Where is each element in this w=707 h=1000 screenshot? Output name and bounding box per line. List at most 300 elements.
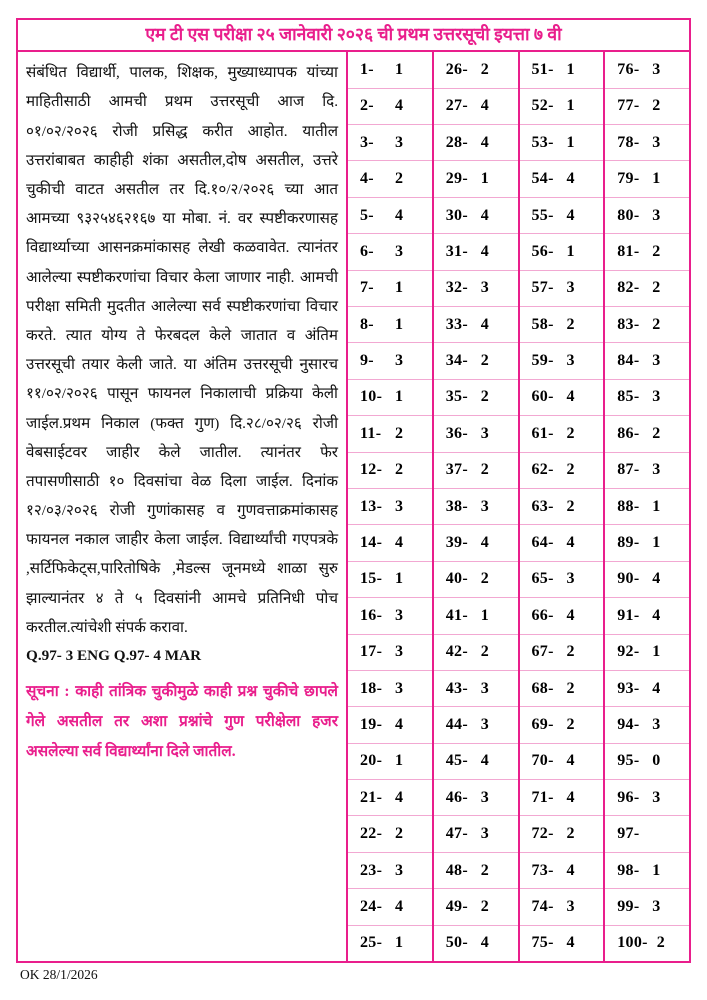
answer-value: 2: [395, 825, 404, 843]
question-number: 26-: [445, 60, 468, 78]
question-number: 68-: [531, 679, 554, 697]
question-number: 73-: [531, 861, 554, 879]
answer-key-sheet: [16, 18, 691, 963]
question-number: 95-: [617, 752, 640, 770]
answer-value: 1: [652, 643, 661, 661]
answer-value: 2: [652, 279, 661, 297]
question-number: 83-: [617, 315, 640, 333]
question-number: 48-: [445, 861, 468, 879]
notice-column: [18, 52, 348, 961]
notice-paragraph: संबंधित विद्यार्थी, पालक, शिक्षक, मुख्याध्यापक यांच्या माहितीसाठी आमची प्रथम उत्तरसूची आज दि. ०१/०२/२०२६ रोजी प्रसिद्ध करीत आहोत. यातील उत्तरांबाबत काहीही शंका असतील,दोष असतील, उत्तरे चुकीची वाटत असतील तर दि.१०/२/२०२६ च्या आत आमच्या ९३२५४६२१६७ या मोबा. नं. वर स्पष्टीकरणासह विद्यार्थ्याच्या आसनक्रमांकासह लेखी कळवावेत. त्यानंतर आलेल्या स्पष्टीकरणांचा विचार केला जाणार नाही. आमची परीक्षा समिती मुदतीत आलेल्या सर्व स्पष्टीकरणांचा विचार करते. त्यात योग्य ते फेरबदल केले जातात व अंतिम उत्तरसूची तयार केली जाते. या अंतिम उत्तरसूची नुसारच ११/०२/२०२६ पासून फायनल निकालाची प्रक्रिया केली जाईल.प्रथम निकाल (फक्त गुण) दि.२८/०२/२६ रोजी वेबसाईटवर जाहीर केले जातील. त्यानंतर फेर तपासणीसाठी १० दिवसांचा वेळ दिला जाईल. दिनांक १२/०३/२०२६ रोजी गुणांकासह व गुणवत्ताक्रमांकासह फायनल नकाल जाहीर केला जाईल. विद्यार्थ्यांची गएपत्रके ,सर्टिफिकेट्स,पारितोषिके ,मेडल्स जूनमध्ये शाळा सुरु झाल्यानंतर ४ ते ५ दिवसांनी आमचे प्रतिनिधी पोच करतील.त्यांचेशी संपर्क करावा.: [26, 64, 338, 636]
answer-value: 4: [566, 388, 575, 406]
question-number: 4-: [360, 170, 374, 188]
answer-cell: [605, 198, 689, 234]
question-number: 7-: [360, 279, 374, 297]
answer-value: 1: [566, 60, 575, 78]
question-number: 5-: [360, 206, 374, 224]
answer-value: 3: [395, 242, 404, 260]
answer-value: 0: [652, 752, 661, 770]
question-number: 91-: [617, 606, 640, 624]
answer-cell: [348, 125, 432, 161]
answer-cell: [605, 562, 689, 598]
answer-cell: [605, 380, 689, 416]
answer-cell: [520, 453, 604, 489]
answer-value: 3: [395, 679, 404, 697]
answer-cell: [434, 453, 518, 489]
answer-value: 4: [480, 934, 490, 952]
question-number: 46-: [445, 788, 468, 806]
answer-value: 3: [652, 133, 661, 151]
question-number: 2-: [360, 97, 374, 115]
answer-value: 2: [566, 461, 575, 479]
question-number: 58-: [531, 315, 554, 333]
answer-cell: [605, 161, 689, 197]
answer-column-4: [605, 52, 689, 961]
answer-cell: [520, 816, 604, 852]
question-number: 80-: [617, 206, 640, 224]
answer-cell: [605, 234, 689, 270]
answer-cell: [520, 198, 604, 234]
question-number: 93-: [617, 679, 640, 697]
answer-cell: [520, 125, 604, 161]
answer-cell: [348, 380, 432, 416]
question-number: 16-: [360, 606, 383, 624]
question-number: 31-: [445, 242, 468, 260]
answer-cell: [434, 744, 518, 780]
question-number: 53-: [531, 133, 554, 151]
question-number: 50-: [445, 934, 468, 952]
answer-cell: [605, 453, 689, 489]
answer-cell: [520, 52, 604, 88]
answer-column-3: [520, 52, 606, 961]
answer-cell: [605, 889, 689, 925]
answer-cell: [434, 671, 518, 707]
answer-cell: [348, 89, 432, 125]
answer-cell: [520, 926, 604, 961]
suchana-note: सूचना : काही तांत्रिक चुकीमुळे काही प्रश्न चुकीचे छापले गेले असतील तर अशा प्रश्नांचे गुण परीक्षेला हजर असलेल्या सर्व विद्यार्थ्यांना दिले जातील.: [26, 682, 338, 760]
answer-value: 4: [395, 788, 404, 806]
question-number: 29-: [445, 170, 468, 188]
answer-value: 2: [480, 643, 490, 661]
question-number: 35-: [445, 388, 468, 406]
question-number: 15-: [360, 570, 383, 588]
question-number: 32-: [445, 279, 468, 297]
question-number: 3-: [360, 133, 374, 151]
question-number: 96-: [617, 788, 640, 806]
answer-value: 2: [395, 424, 404, 442]
answer-cell: [348, 198, 432, 234]
answer-cell: [605, 89, 689, 125]
question-number: 94-: [617, 715, 640, 733]
answer-cell: [434, 635, 518, 671]
answer-cell: [434, 198, 518, 234]
question-number: 72-: [531, 825, 554, 843]
question-number: 45-: [445, 752, 468, 770]
sheet-body: [18, 52, 689, 961]
question-number: 69-: [531, 715, 554, 733]
question-number: 47-: [445, 825, 468, 843]
answer-cell: [605, 780, 689, 816]
answer-cell: [605, 271, 689, 307]
question-number: 42-: [445, 643, 468, 661]
answer-cell: [434, 271, 518, 307]
question-number: 52-: [531, 97, 554, 115]
question-number: 76-: [617, 60, 640, 78]
answer-cell: [348, 671, 432, 707]
answer-value: 2: [480, 352, 490, 370]
question-number: 43-: [445, 679, 468, 697]
answer-cell: [434, 889, 518, 925]
answer-cell: [520, 853, 604, 889]
answer-cell: [348, 416, 432, 452]
answer-value: 4: [480, 534, 490, 552]
question-number: 19-: [360, 715, 383, 733]
answer-value: 2: [566, 497, 575, 515]
question-number: 41-: [445, 606, 468, 624]
answer-cell: [520, 234, 604, 270]
answer-value: 2: [480, 60, 490, 78]
question-number: 27-: [445, 97, 468, 115]
answer-cell: [520, 562, 604, 598]
answer-value: 4: [566, 861, 575, 879]
question-number: 61-: [531, 424, 554, 442]
answer-cell: [434, 525, 518, 561]
answer-value: 4: [566, 206, 575, 224]
answer-cell: [348, 161, 432, 197]
question-number: 86-: [617, 424, 640, 442]
answer-cell: [605, 926, 689, 961]
answer-value: 3: [395, 133, 404, 151]
question-number: 12-: [360, 461, 383, 479]
answer-cell: [434, 380, 518, 416]
answer-cell: [605, 125, 689, 161]
answer-value: 4: [652, 570, 661, 588]
question-number: 51-: [531, 60, 554, 78]
answer-cell: [434, 816, 518, 852]
answer-value: 3: [395, 606, 404, 624]
question-number: 49-: [445, 897, 468, 915]
answer-value: 3: [652, 461, 661, 479]
answer-value: 4: [652, 679, 661, 697]
question-number: 36-: [445, 424, 468, 442]
answer-value: 3: [652, 388, 661, 406]
answer-cell: [520, 707, 604, 743]
answer-value: 4: [480, 752, 490, 770]
question-number: 89-: [617, 534, 640, 552]
question-number: 1-: [360, 60, 374, 78]
answer-cell: [605, 343, 689, 379]
answer-cell: [520, 744, 604, 780]
answer-cell: [520, 889, 604, 925]
answer-column-2: [434, 52, 520, 961]
answer-cell: [434, 562, 518, 598]
answer-cell: [434, 234, 518, 270]
answer-value: 1: [652, 861, 661, 879]
answer-cell: [520, 89, 604, 125]
answer-value: 2: [652, 315, 661, 333]
question-number: 79-: [617, 170, 640, 188]
answer-cell: [434, 307, 518, 343]
question-number: 84-: [617, 352, 640, 370]
answer-cell: [605, 416, 689, 452]
answer-cell: [348, 489, 432, 525]
answer-value: 3: [652, 352, 661, 370]
question-number: 40-: [445, 570, 468, 588]
answer-cell: [605, 707, 689, 743]
answer-cell: [348, 598, 432, 634]
answer-value: 2: [566, 315, 575, 333]
question-number: 57-: [531, 279, 554, 297]
answer-cell: [348, 453, 432, 489]
answer-cell: [605, 635, 689, 671]
answer-cell: [434, 780, 518, 816]
answer-value: 4: [566, 934, 575, 952]
answer-value: 1: [566, 133, 575, 151]
answer-cell: [348, 271, 432, 307]
answer-cell: [348, 744, 432, 780]
question-number: 92-: [617, 643, 640, 661]
answer-value: 2: [652, 97, 661, 115]
question-number: 81-: [617, 242, 640, 260]
question-number: 13-: [360, 497, 383, 515]
question-number: 30-: [445, 206, 468, 224]
answer-cell: [348, 307, 432, 343]
question-number: 63-: [531, 497, 554, 515]
answer-value: 2: [566, 643, 575, 661]
answer-value: 3: [480, 715, 490, 733]
answer-cell: [434, 926, 518, 961]
answer-value: 4: [566, 752, 575, 770]
answer-value: 4: [480, 242, 490, 260]
question-number: 70-: [531, 752, 554, 770]
footer-note: OK 28/1/2026: [20, 967, 98, 982]
answer-value: 1: [652, 170, 661, 188]
question-number: 25-: [360, 934, 383, 952]
answer-cell: [434, 52, 518, 88]
answer-value: 1: [395, 388, 404, 406]
question-number: 64-: [531, 534, 554, 552]
answer-cell: [605, 307, 689, 343]
question-number: 98-: [617, 861, 640, 879]
answer-value: 3: [395, 352, 404, 370]
answer-value: 3: [566, 279, 575, 297]
answer-value: 2: [395, 170, 404, 188]
answer-value: 4: [566, 170, 575, 188]
question-number: 59-: [531, 352, 554, 370]
answer-value: 4: [480, 315, 490, 333]
answer-cell: [348, 780, 432, 816]
answer-value: 2: [480, 861, 490, 879]
question-number: 28-: [445, 133, 468, 151]
question-number: 67-: [531, 643, 554, 661]
answer-cell: [348, 635, 432, 671]
answer-cell: [520, 307, 604, 343]
answer-cell: [348, 525, 432, 561]
answer-cell: [605, 598, 689, 634]
question-number: 22-: [360, 825, 383, 843]
answer-value: 4: [480, 97, 490, 115]
answer-value: 3: [480, 279, 490, 297]
answer-cell: [348, 343, 432, 379]
answer-value: 1: [566, 242, 575, 260]
answer-value: 2: [566, 424, 575, 442]
answer-value: 1: [395, 60, 404, 78]
question-number: 24-: [360, 897, 383, 915]
answer-value: 1: [480, 170, 490, 188]
question-number: 85-: [617, 388, 640, 406]
question-number: 87-: [617, 461, 640, 479]
question-number: 62-: [531, 461, 554, 479]
answer-value: 3: [566, 570, 575, 588]
answer-value: 2: [566, 679, 575, 697]
answer-value: 3: [652, 206, 661, 224]
question-number: 23-: [360, 861, 383, 879]
answer-value: 1: [395, 752, 404, 770]
answer-value: 2: [480, 388, 490, 406]
question-number: 56-: [531, 242, 554, 260]
question-number: 100-: [617, 934, 648, 952]
answer-value: 4: [395, 97, 404, 115]
question-number: 38-: [445, 497, 468, 515]
answer-value: 4: [566, 606, 575, 624]
answer-cell: [520, 671, 604, 707]
question-number: 9-: [360, 352, 374, 370]
answer-value: 3: [566, 352, 575, 370]
answer-cell: [520, 380, 604, 416]
question-note: Q.97- 3 ENG Q.97- 4 MAR: [26, 647, 202, 664]
answer-cell: [520, 343, 604, 379]
answer-value: 4: [395, 206, 404, 224]
answer-cell: [434, 161, 518, 197]
answer-value: 4: [480, 206, 490, 224]
question-number: 60-: [531, 388, 554, 406]
question-number: 11-: [360, 424, 382, 442]
answer-value: 3: [480, 497, 490, 515]
answer-cell: [434, 343, 518, 379]
answer-cell: [605, 489, 689, 525]
answer-column-1: [348, 52, 434, 961]
answer-cell: [348, 562, 432, 598]
answer-cell: [434, 853, 518, 889]
question-number: 20-: [360, 752, 383, 770]
answer-value: 4: [652, 606, 661, 624]
question-number: 99-: [617, 897, 640, 915]
answer-cell: [348, 234, 432, 270]
answer-cell: [520, 635, 604, 671]
answer-cell: [434, 707, 518, 743]
answer-value: 1: [395, 934, 404, 952]
question-number: 88-: [617, 497, 640, 515]
answer-value: 3: [480, 679, 490, 697]
answer-cell: [520, 489, 604, 525]
answer-cell: [348, 707, 432, 743]
answer-cell: [434, 416, 518, 452]
question-number: 55-: [531, 206, 554, 224]
answer-value: 2: [480, 461, 490, 479]
answer-value: 3: [480, 825, 490, 843]
answer-cell: [605, 744, 689, 780]
answer-cell: [348, 52, 432, 88]
question-number: 37-: [445, 461, 468, 479]
answer-value: 4: [566, 788, 575, 806]
question-number: 65-: [531, 570, 554, 588]
answer-cell: [348, 926, 432, 961]
answer-value: 2: [566, 715, 575, 733]
answer-value: 2: [652, 424, 661, 442]
answer-cell: [605, 853, 689, 889]
question-number: 17-: [360, 643, 383, 661]
question-number: 71-: [531, 788, 554, 806]
question-number: 78-: [617, 133, 640, 151]
answer-cell: [348, 853, 432, 889]
question-number: 6-: [360, 242, 374, 260]
answer-value: 3: [652, 788, 661, 806]
answer-value: 2: [480, 897, 490, 915]
answer-cell: [348, 816, 432, 852]
answer-cell: [605, 671, 689, 707]
answer-value: 4: [566, 534, 575, 552]
answer-cell: [520, 416, 604, 452]
answer-cell: [434, 489, 518, 525]
answer-value: 1: [652, 534, 661, 552]
answer-value: 2: [656, 934, 666, 952]
answer-value: 1: [395, 315, 404, 333]
question-number: 14-: [360, 534, 383, 552]
answer-cell: [434, 89, 518, 125]
question-number: 34-: [445, 352, 468, 370]
page-title: एम टी एस परीक्षा २५ जानेवारी २०२६ ची प्रथम उत्तरसूची इयत्ता ७ वी: [18, 20, 689, 52]
answer-value: 3: [480, 788, 490, 806]
answer-value: 2: [480, 570, 490, 588]
question-number: 44-: [445, 715, 468, 733]
answer-value: 1: [480, 606, 490, 624]
answer-cell: [520, 161, 604, 197]
answer-cell: [434, 598, 518, 634]
question-number: 21-: [360, 788, 383, 806]
answer-value: 4: [395, 897, 404, 915]
question-number: 18-: [360, 679, 383, 697]
answer-value: 4: [395, 715, 404, 733]
question-number: 8-: [360, 315, 374, 333]
question-number: 90-: [617, 570, 640, 588]
question-number: 33-: [445, 315, 468, 333]
question-number: 97-: [617, 825, 640, 843]
answer-value: 3: [652, 60, 661, 78]
answer-value: 1: [566, 97, 575, 115]
answer-cell: [605, 816, 689, 852]
answer-value: 3: [395, 643, 404, 661]
answer-value: 3: [395, 861, 404, 879]
answer-cell: [520, 525, 604, 561]
answer-value: 4: [395, 534, 404, 552]
answer-cell: [520, 598, 604, 634]
answer-value: 3: [480, 424, 490, 442]
answer-value: 3: [652, 897, 661, 915]
answer-value: 4: [480, 133, 490, 151]
answer-value: 3: [395, 497, 404, 515]
answer-cell: [605, 525, 689, 561]
answer-value: 2: [395, 461, 404, 479]
question-number: 82-: [617, 279, 640, 297]
answer-cell: [348, 889, 432, 925]
question-number: 77-: [617, 97, 640, 115]
answer-cell: [434, 125, 518, 161]
answer-value: 3: [652, 715, 661, 733]
question-number: 54-: [531, 170, 554, 188]
answer-cell: [520, 780, 604, 816]
answer-value: 2: [566, 825, 575, 843]
question-number: 74-: [531, 897, 554, 915]
